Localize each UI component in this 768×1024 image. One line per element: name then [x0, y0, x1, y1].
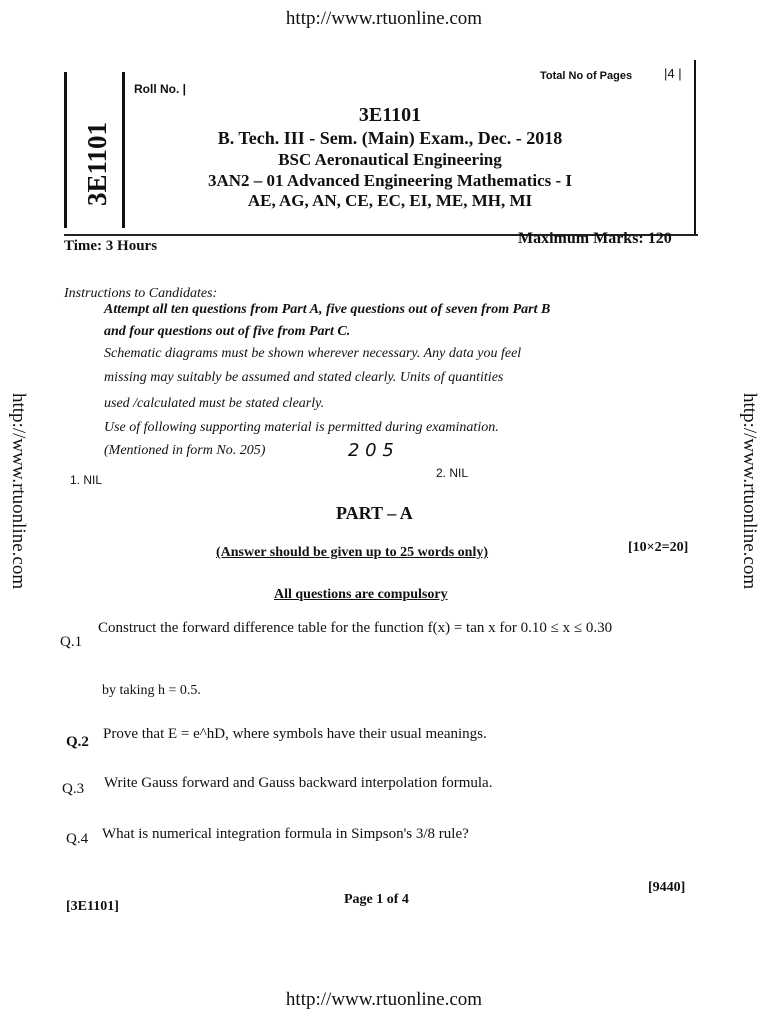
question-2-text: Prove that E = e^hD, where symbols have their usual meanings. [103, 726, 487, 742]
instruction-line-5: used /calculated must be stated clearly. [104, 396, 325, 411]
question-2-label: Q.2 [66, 734, 89, 750]
footer-paper-number: [9440] [648, 880, 686, 895]
instruction-line-4: missing may suitably be assumed and stated clearly. Units of quantities [104, 370, 504, 385]
header-divider-rule [122, 72, 125, 228]
footer-paper-code: [3E1101] [66, 899, 119, 914]
part-a-subtitle: (Answer should be given up to 25 words only) [216, 545, 489, 560]
footer-page-number: Page 1 of 4 [344, 892, 409, 907]
watermark-right: http://www.rtuonline.com [739, 393, 760, 590]
time-label: Time: 3 Hours [64, 238, 158, 254]
subject-title: 3AN2 – 01 Advanced Engineering Mathematics - I [207, 171, 573, 190]
question-4-label: Q.4 [66, 831, 89, 847]
paper-code: 3E1101 [358, 104, 422, 126]
instruction-line-3: Schematic diagrams must be shown wherever necessary. Any data you feel [104, 346, 522, 361]
material-item-1: 1. NIL [70, 473, 103, 487]
question-4-text: What is numerical integration formula in Simpson's 3/8 rule? [102, 826, 469, 842]
watermark-top: http://www.rtuonline.com [285, 8, 483, 29]
max-marks-label: Maximum Marks: 120 [518, 230, 672, 247]
instruction-line-2: and four questions out of five from Part C. [104, 324, 351, 339]
header-right-rule [694, 60, 696, 236]
total-pages-label: Total No of Pages [540, 70, 633, 82]
question-1-label: Q.1 [60, 634, 83, 650]
handwritten-note: 2 0 5 [348, 440, 394, 461]
header-left-rule [64, 72, 67, 228]
part-a-title: PART – A [336, 503, 413, 523]
question-1-continuation: by taking h = 0.5. [102, 683, 201, 698]
instruction-line-7: (Mentioned in form No. 205) [104, 443, 266, 458]
roll-number-label: Roll No. | [134, 82, 187, 96]
question-3-text: Write Gauss forward and Gauss backward interpolation formula. [104, 775, 493, 791]
branches-line: AE, AG, AN, CE, EC, EI, ME, MH, MI [247, 191, 533, 210]
exam-title: B. Tech. III - Sem. (Main) Exam., Dec. - 2018 [217, 128, 563, 148]
material-item-2: 2. NIL [436, 466, 469, 480]
paper-code-vertical: 3E1101 [82, 121, 112, 206]
watermark-left: http://www.rtuonline.com [8, 393, 29, 590]
watermark-bottom: http://www.rtuonline.com [285, 989, 483, 1010]
instructions-heading: Instructions to Candidates: [64, 286, 218, 301]
total-pages-value: |4 | [664, 66, 682, 81]
program-title: BSC Aeronautical Engineering [278, 150, 502, 169]
part-a-compulsory: All questions are compulsory [274, 587, 448, 602]
question-3-label: Q.3 [62, 781, 85, 797]
instruction-line-1: Attempt all ten questions from Part A, five questions out of seven from Part B [104, 302, 551, 317]
question-1-text: Construct the forward difference table for the function f(x) = tan x for 0.10 ≤ x ≤ 0.30 [98, 620, 613, 636]
instruction-line-6: Use of following supporting material is permitted during examination. [104, 420, 499, 435]
part-a-marks: [10×2=20] [628, 540, 689, 555]
